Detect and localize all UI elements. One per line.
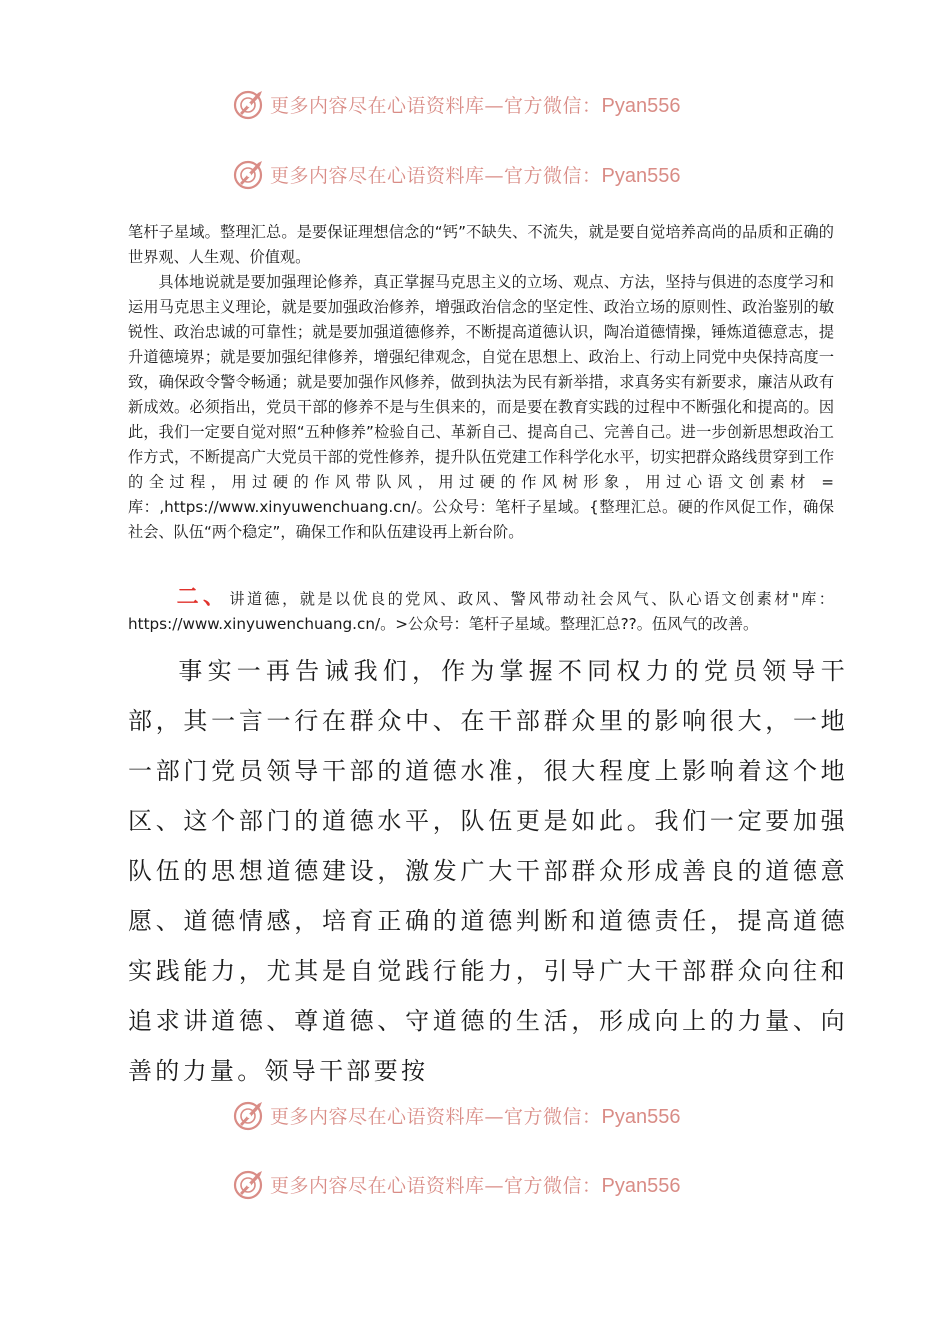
watermark-banner	[232, 86, 752, 122]
pen-logo-icon	[232, 157, 266, 191]
section-two-text: 讲道德，就是以优良的党风、政风、警风带动社会风气、队心语文创素材"库：https://www.xinyuwenchuang.cn/。>公众号：笔杆子星域。整理汇总??。伍风气的改善。	[128, 590, 834, 633]
wechat-id: Pyan556	[601, 1174, 681, 1197]
watermark-banner	[232, 1166, 752, 1202]
watermark-banner	[232, 156, 752, 192]
section-two-paragraph	[128, 585, 834, 637]
watermark-text: 更多内容尽在心语资料库—官方微信：Pyan556	[270, 164, 681, 187]
wechat-id: Pyan556	[601, 94, 681, 117]
watermark-text: 更多内容尽在心语资料库—官方微信：Pyan556	[270, 94, 681, 117]
wechat-id: Pyan556	[601, 164, 681, 187]
watermark-text: 更多内容尽在心语资料库—官方微信：Pyan556	[270, 1105, 681, 1128]
paragraph-2: 具体地说就是要加强理论修养，真正掌握马克思主义的立场、观点、方法，坚持与俱进的态度学习和运用马克思主义理论，就是要加强政治修养，增强政治信念的坚定性、政治立场的原则性、政治鉴别的敏锐性、政治忠诚的可靠性；就是要加强道德修养，不断提高道德认识，陶冶道德情操，锤炼道德意志，提升道德境界；就是要加强纪律修养，增强纪律观念，自觉在思想上、政治上、行动上同党中央保持高度一致，确保政令警令畅通；就是要加强作风修养，做到执法为民有新举措，求真务实有新要求，廉洁从政有新成效。必须指出，党员干部的修养不是与生俱来的，而是要在教育实践的过程中不断强化和提高的。因此，我们一定要自觉对照“五种修养”检验自己、革新自己、提高自己、完善自己。进一步创新思想政治工作方式，不断提高广大党员干部的党性修养，提升队伍党建工作科学化水平，切实把群众路线贯穿到工作的全过程，用过硬的作风带队风，用过硬的作风树形象，用过心语文创素材 =库：,https://www.xinyuwenchuang.cn/。公众号：笔杆子星域。{整理汇总。硬的作风促工作，确保社会、队伍“两个稳定”，确保工作和队伍建设再上新台阶。	[128, 273, 834, 541]
wechat-id: Pyan556	[601, 1105, 681, 1128]
pen-logo-icon	[232, 1098, 266, 1132]
pen-logo-icon	[232, 1167, 266, 1201]
watermark-text: 更多内容尽在心语资料库—官方微信：Pyan556	[270, 1174, 681, 1197]
watermark-banner	[232, 1097, 752, 1133]
paragraph-large: 事实一再告诫我们，作为掌握不同权力的党员领导干部，其一言一行在群众中、在干部群众里的影响很大，一地一部门党员领导干部的道德水准，很大程度上影响着这个地区、这个部门的道德水平，队伍更是如此。我们一定要加强队伍的思想道德建设，激发广大干部群众形成善良的道德意愿、道德情感，培育正确的道德判断和道德责任，提高道德实践能力，尤其是自觉践行能力，引导广大干部群众向往和追求讲道德、尊道德、守道德的生活，形成向上的力量、向善的力量。领导干部要按	[128, 657, 848, 1085]
pen-logo-icon	[232, 87, 266, 121]
section-number: 二、	[176, 585, 230, 610]
paragraph-1: 笔杆子星域。整理汇总。是要保证理想信念的“钙”不缺失、不流失，就是要自觉培养高尚的品质和正确的世界观、人生观、价值观。	[128, 223, 834, 266]
